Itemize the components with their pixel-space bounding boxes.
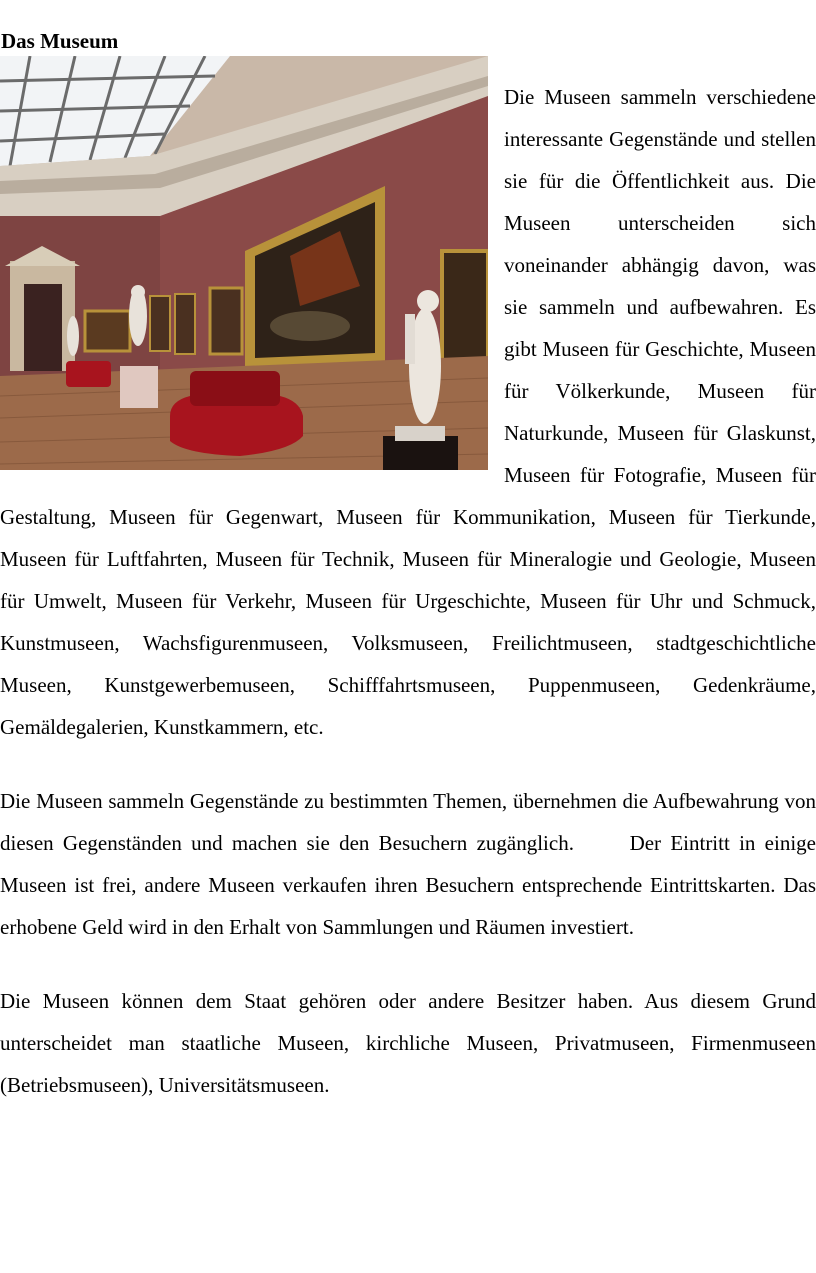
paragraph-purpose: Die Museen sammeln Gegenstände zu bestimmten Themen, übernehmen die Aufbewahrung von diesen Gegenständen und machen sie den Besuchern zugänglich. Der Eintritt in einige Museen ist frei, andere Museen verkaufen ihren Besuchern entsprechende Eintrittskarten. Das erhobene Geld wird in den Erhalt von Sammlungen und Räumen investiert. bbox=[0, 789, 816, 939]
paragraph-types: Die Museen sammeln verschiedene interessante Gegenstände und stellen sie für die Öffentlichkeit aus. Die Museen unterscheiden sich voneinander abhängig davon, was sie sammeln und aufbewahren. Es gibt Museen für Geschichte, Museen für Völkerkunde, Museen für Naturkunde, Museen für Glaskunst, Museen für Fotografie, Museen für Gestaltung, Museen für Gegenwart, Museen für Kommunikation, Museen für Tierkunde, Museen für Luftfahrten, Museen für Technik, Museen für Mineralogie und Geologie, Museen für Umwelt, Museen für Verkehr, Museen für Urgeschichte, Museen für Uhr und Schmuck, Kunstmuseen, Wachsfigurenmuseen, Volksmuseen, Freilichtmuseen, stadtgeschichtliche Museen, Kunstgewerbemuseen, Schifffahrtsmuseen, Puppenmuseen, Gedenkräume, Gemäldegalerien, Kunstkammern, etc. bbox=[0, 85, 816, 739]
article-body bbox=[0, 76, 816, 1106]
museum-hall-image bbox=[0, 56, 488, 470]
paragraph-ownership: Die Museen können dem Staat gehören oder andere Besitzer haben. Aus diesem Grund unterscheidet man staatliche Museen, kirchliche Museen, Privatmuseen, Firmenmuseen (Betriebsmuseen), Universitätsmuseen. bbox=[0, 989, 816, 1097]
page-title: Das Museum bbox=[1, 29, 119, 53]
